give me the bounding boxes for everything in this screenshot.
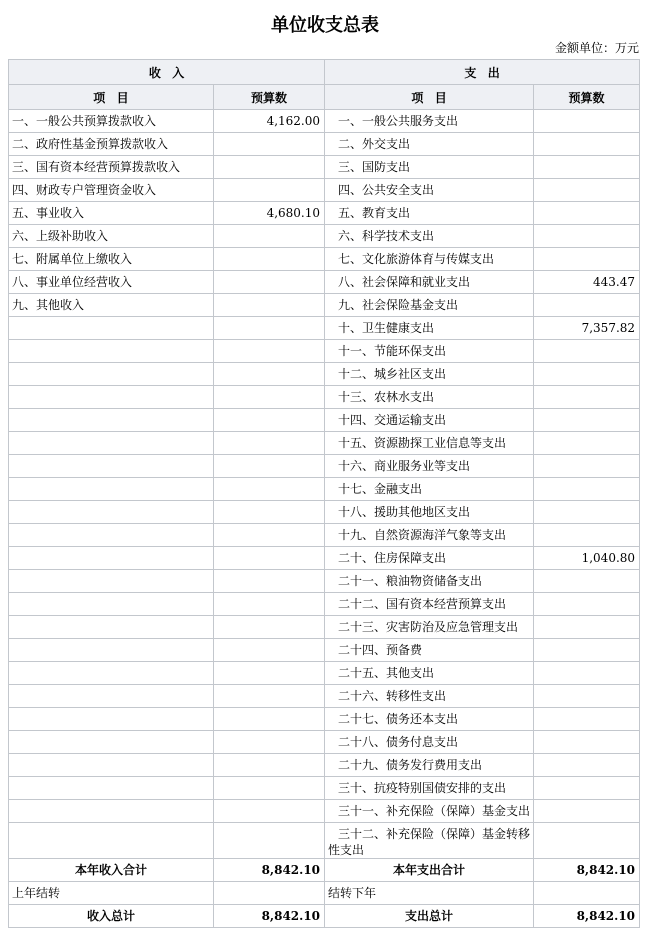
income-value-cell: 4,680.10 [214,202,325,225]
expense-value-cell [534,225,640,248]
expense-value-cell [534,708,640,731]
expense-item-cell: 二十八、债务付息支出 [325,731,534,754]
income-item-cell: 五、事业收入 [9,202,214,225]
income-value-cell [214,363,325,386]
income-value-cell [214,340,325,363]
expense-value-cell [534,731,640,754]
expense-item-cell: 二十四、预备费 [325,639,534,662]
income-value-cell [214,823,325,859]
expense-value-cell [534,570,640,593]
income-grand-total-value: 8,842.10 [214,905,325,928]
income-value-cell [214,685,325,708]
page-title: 单位收支总表 [271,15,379,35]
income-value-cell [214,570,325,593]
expense-value-cell [534,409,640,432]
expense-total-value: 8,842.10 [534,859,640,882]
income-item-cell [9,639,214,662]
income-item-cell [9,685,214,708]
annual-total-row [9,859,640,882]
expense-item-cell: 二十三、灾害防治及应急管理支出 [325,616,534,639]
expense-carryover-value [534,882,640,905]
income-item-cell [9,455,214,478]
income-value-cell [214,455,325,478]
expense-item-cell: 四、公共安全支出 [325,179,534,202]
table-row [9,156,640,179]
income-item-cell [9,547,214,570]
expense-value-cell [534,110,640,133]
income-value-cell [214,317,325,340]
expense-grand-total-value: 8,842.10 [534,905,640,928]
expense-value-cell [534,685,640,708]
income-item-cell: 七、附属单位上缴收入 [9,248,214,271]
income-item-cell: 八、事业单位经营收入 [9,271,214,294]
expense-item-cell: 十、卫生健康支出 [325,317,534,340]
income-item-cell [9,662,214,685]
income-item-cell [9,800,214,823]
income-item-cell [9,501,214,524]
expense-grand-total-label: 支出总计 [325,905,534,928]
expense-item-cell: 一、一般公共服务支出 [325,110,534,133]
income-section-header: 收 入 [9,60,325,85]
expense-value-cell: 7,357.82 [534,317,640,340]
expense-item-cell: 二十五、其他支出 [325,662,534,685]
expense-value-cell [534,340,640,363]
table-row [9,478,640,501]
income-item-cell [9,777,214,800]
expense-value-cell [534,363,640,386]
income-item-cell: 四、财政专户管理资金收入 [9,179,214,202]
expense-value-cell [534,156,640,179]
expense-item-cell: 十二、城乡社区支出 [325,363,534,386]
table-row [9,593,640,616]
expense-value-cell: 1,040.80 [534,547,640,570]
expense-value-cell [534,455,640,478]
income-item-cell: 三、国有资本经营预算拨款收入 [9,156,214,179]
income-item-cell [9,708,214,731]
income-item-cell [9,731,214,754]
table-row [9,708,640,731]
expense-item-cell: 六、科学技术支出 [325,225,534,248]
income-value-cell [214,593,325,616]
table-row [9,294,640,317]
expense-value-cell [534,501,640,524]
expense-value-cell [534,386,640,409]
expense-item-cell: 三十、抗疫特别国债安排的支出 [325,777,534,800]
income-item-cell: 二、政府性基金预算拨款收入 [9,133,214,156]
table-row [9,570,640,593]
expense-value-cell [534,662,640,685]
carryover-row [9,882,640,905]
income-value-cell [214,708,325,731]
income-item-header: 项 目 [9,85,214,110]
income-value-cell [214,754,325,777]
expense-value-cell [534,823,640,859]
income-item-cell [9,593,214,616]
expense-value-cell [534,179,640,202]
income-item-cell [9,754,214,777]
income-value-cell [214,409,325,432]
table-row [9,731,640,754]
expense-item-cell: 三、国防支出 [325,156,534,179]
table-body [9,110,640,859]
income-value-cell [214,478,325,501]
income-value-cell [214,524,325,547]
expense-carryover-label: 结转下年 [325,882,534,905]
expense-value-cell [534,754,640,777]
table-row [9,110,640,133]
expense-budget-header: 预算数 [534,85,640,110]
expense-value-cell [534,777,640,800]
income-item-cell [9,317,214,340]
expense-value-cell [534,593,640,616]
expense-item-cell: 三十一、补充保险（保障）基金支出 [325,800,534,823]
expense-item-cell: 二十、住房保障支出 [325,547,534,570]
expense-item-cell: 九、社会保险基金支出 [325,294,534,317]
expense-item-cell: 二十七、债务还本支出 [325,708,534,731]
income-carryover-value [214,882,325,905]
income-item-cell [9,409,214,432]
grand-total-row [9,905,640,928]
expense-value-cell [534,248,640,271]
expense-item-cell: 二、外交支出 [325,133,534,156]
income-item-cell [9,823,214,859]
table-row [9,501,640,524]
expense-item-cell: 十九、自然资源海洋气象等支出 [325,524,534,547]
expense-item-cell: 十七、金融支出 [325,478,534,501]
income-item-cell [9,616,214,639]
expense-item-cell: 十三、农林水支出 [325,386,534,409]
table-row [9,179,640,202]
table-row [9,524,640,547]
income-value-cell [214,800,325,823]
expense-value-cell [534,133,640,156]
table-row [9,662,640,685]
expense-item-cell: 二十九、债务发行费用支出 [325,754,534,777]
expense-value-cell [534,524,640,547]
table-row [9,639,640,662]
table-row [9,202,640,225]
table-row [9,823,640,859]
expense-item-cell: 三十二、补充保险（保障）基金转移性支出 [325,823,534,859]
income-item-cell [9,570,214,593]
table-row [9,616,640,639]
income-item-cell [9,386,214,409]
income-item-cell: 一、一般公共预算拨款收入 [9,110,214,133]
table-row [9,409,640,432]
expense-item-cell: 二十一、粮油物资储备支出 [325,570,534,593]
expense-value-cell [534,616,640,639]
table-row [9,777,640,800]
table-row [9,685,640,708]
table-row [9,248,640,271]
expense-value-cell [534,800,640,823]
expense-value-cell [534,639,640,662]
income-carryover-label: 上年结转 [9,882,214,905]
income-item-cell [9,478,214,501]
table-row [9,800,640,823]
income-value-cell [214,547,325,570]
income-value-cell [214,731,325,754]
expense-item-cell: 十八、援助其他地区支出 [325,501,534,524]
table-row [9,271,640,294]
income-grand-total-label: 收入总计 [9,905,214,928]
income-value-cell [214,294,325,317]
expense-item-cell: 七、文化旅游体育与传媒支出 [325,248,534,271]
expense-total-label: 本年支出合计 [325,859,534,882]
table-row [9,547,640,570]
income-value-cell: 4,162.00 [214,110,325,133]
expense-item-cell: 十五、资源勘探工业信息等支出 [325,432,534,455]
table-row [9,754,640,777]
income-expense-table [8,59,640,928]
income-item-cell [9,363,214,386]
expense-item-cell: 十六、商业服务业等支出 [325,455,534,478]
expense-value-cell: 443.47 [534,271,640,294]
income-value-cell [214,271,325,294]
section-header-row [9,60,640,85]
income-value-cell [214,133,325,156]
expense-value-cell [534,294,640,317]
expense-item-cell: 十四、交通运输支出 [325,409,534,432]
income-value-cell [214,225,325,248]
table-row [9,225,640,248]
income-item-cell [9,524,214,547]
expense-item-cell: 二十六、转移性支出 [325,685,534,708]
expense-item-cell: 十一、节能环保支出 [325,340,534,363]
income-value-cell [214,248,325,271]
income-value-cell [214,662,325,685]
income-item-cell: 九、其他收入 [9,294,214,317]
expense-value-cell [534,478,640,501]
income-value-cell [214,639,325,662]
income-item-cell [9,340,214,363]
table-row [9,340,640,363]
income-item-cell [9,432,214,455]
expense-item-header: 项 目 [325,85,534,110]
expense-value-cell [534,432,640,455]
expense-item-cell: 二十二、国有资本经营预算支出 [325,593,534,616]
income-budget-header: 预算数 [214,85,325,110]
income-value-cell [214,156,325,179]
table-row [9,455,640,478]
table-row [9,363,640,386]
income-value-cell [214,777,325,800]
column-header-row [9,85,640,110]
income-value-cell [214,501,325,524]
table-row [9,317,640,340]
income-value-cell [214,616,325,639]
expense-item-cell: 八、社会保障和就业支出 [325,271,534,294]
expense-item-cell: 五、教育支出 [325,202,534,225]
income-value-cell [214,386,325,409]
income-value-cell [214,432,325,455]
income-total-value: 8,842.10 [214,859,325,882]
income-value-cell [214,179,325,202]
table-row [9,386,640,409]
expense-section-header: 支 出 [325,60,640,85]
income-item-cell: 六、上级补助收入 [9,225,214,248]
table-row [9,432,640,455]
income-total-label: 本年收入合计 [9,859,214,882]
unit-note: 金额单位：万元 [554,41,639,55]
expense-value-cell [534,202,640,225]
table-row [9,133,640,156]
